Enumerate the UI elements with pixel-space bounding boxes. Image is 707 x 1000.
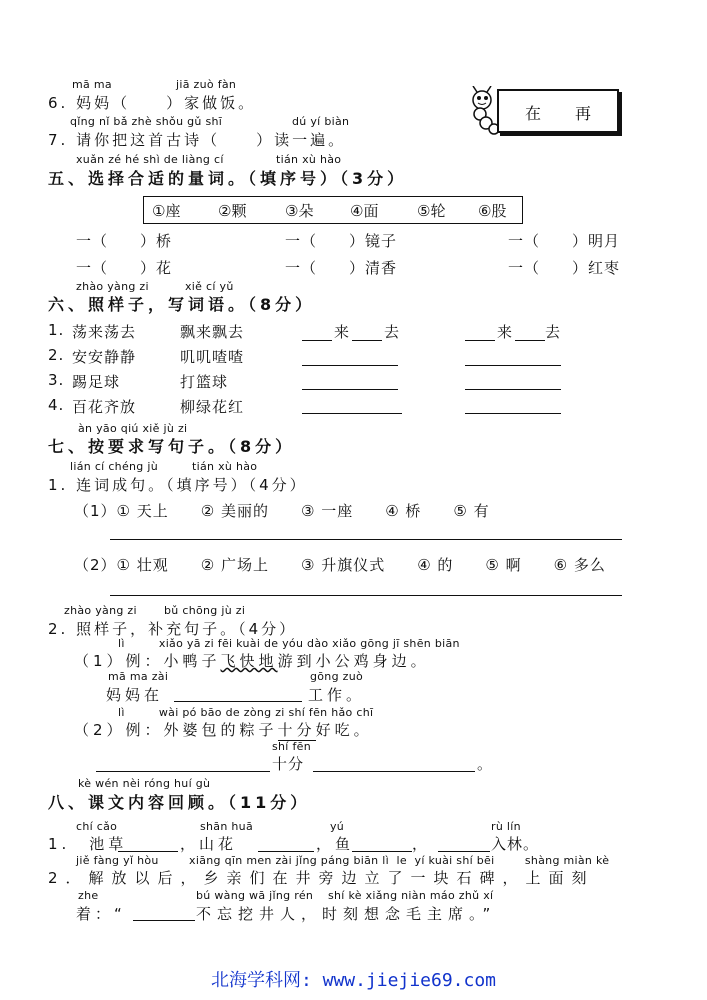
s7-q1-pinyin-b: tián xù hào [192, 460, 258, 473]
s7-ex2b-end: 。 [477, 755, 494, 773]
s7-q1-line2: （2）① 壮观 ② 广场上 ③ 升旗仪式 ④ 的 ⑤ 啊 ⑥ 多么 [74, 556, 606, 574]
s6-item-4-num: 4. [48, 396, 65, 414]
badge-right: 再 [575, 104, 592, 123]
s7-ex1b-b: 工作。 [308, 686, 366, 704]
s7-pinyin: àn yāo qiú xiě jù zi [78, 422, 188, 435]
s7-ex1-wavy: 飞快地 [220, 652, 278, 670]
s8-q1-py-1: chí cǎo [76, 820, 118, 833]
s5-r2-c2: 一（ ）清香 [285, 259, 398, 277]
s7-ex2b-mid: 十分 [272, 755, 305, 773]
s7-ex2-pinyin: lì wài pó bāo de zòng zi shí fēn hǎo chī [118, 706, 374, 719]
s8-title: 八、课文内容回顾。（11分） [48, 793, 311, 812]
q6-line: 6. 妈妈（ ）家做饭。 [48, 94, 257, 112]
q7-pinyin-b: dú yí biàn [292, 115, 350, 128]
s6-item-2-num: 2. [48, 346, 65, 364]
s8-q1-part-1: 1. 池草 [48, 835, 128, 853]
q6-pinyin-a: mā ma [72, 78, 112, 91]
s8-q1-blank-3[interactable] [352, 851, 412, 852]
s6-1-blank-4[interactable] [515, 340, 545, 341]
s8-q2-py1: jiě fàng yǐ hòu xiāng qīn men zài jǐng páng biān lì le yí kuài shí bēi shàng miàn kè [76, 854, 610, 867]
s5-option-1: ①座 [152, 202, 181, 220]
s7-ex1b-blank[interactable] [174, 701, 302, 702]
s7-ex1-pinyin: lì xiǎo yā zi fēi kuài de yóu dào xiǎo gōng jī shēn biān [118, 637, 460, 650]
s6-1-blank-3[interactable] [465, 340, 495, 341]
s6-2-blank-1[interactable] [302, 365, 398, 366]
s6-pinyin-b: xiě cí yǔ [185, 280, 234, 293]
s6-2-blank-2[interactable] [465, 365, 561, 366]
s8-q2-pre: 着：“ [76, 905, 126, 923]
s7-q2-pinyin-a: zhào yàng zi [64, 604, 137, 617]
s8-q1-blank-2[interactable] [258, 851, 314, 852]
s6-1-blank-1[interactable] [302, 340, 332, 341]
s8-q1-part-4: ， [412, 835, 432, 853]
s7-q1-answer-2[interactable] [110, 595, 622, 596]
s7-ex1b-pinyin-b: gōng zuò [310, 670, 364, 683]
s5-option-4: ④面 [350, 202, 379, 220]
q7-line: 7. 请你把这首古诗（ ）读一遍。 [48, 131, 347, 149]
q6-pinyin-b: jiā zuò fàn [176, 78, 237, 91]
s8-q2-line1: 2．解放以后，乡亲们在井旁边立了一块石碑，上面刻 [48, 869, 595, 887]
s6-title: 六、照样子，写词语。（8分） [48, 295, 316, 314]
s7-ex1-post: 游到小公鸡身边。 [277, 652, 430, 670]
s5-options-box [143, 196, 523, 224]
s7-ex2b-pinyin: shí fēn [272, 740, 311, 753]
s6-1-blank-2[interactable] [352, 340, 382, 341]
s5-title: 五、选择合适的量词。（填序号）（3分） [48, 169, 408, 188]
s7-ex2-ul: 十分 [277, 721, 316, 739]
s7-title: 七、按要求写句子。（8分） [48, 437, 296, 456]
s7-q2-pinyin-b: bǔ chōng jù zi [164, 604, 246, 617]
s6-item-4-b: 柳绿花红 [180, 398, 245, 416]
s5-option-2: ②颗 [218, 202, 247, 220]
word-choice-badge [497, 89, 619, 133]
s8-pinyin: kè wén nèi róng huí gù [78, 777, 211, 790]
footer-site[interactable]: 北海学科网: www.jiejie69.com [210, 970, 497, 991]
s5-pinyin-b: tián xù hào [276, 153, 342, 166]
s5-r2-c3: 一（ ）红枣 [508, 259, 621, 277]
s6-3-blank-2[interactable] [465, 389, 561, 390]
s5-r1-c2: 一（ ）镜子 [285, 232, 398, 250]
s7-ex2-line [74, 719, 373, 740]
s7-q1-pinyin-a: lián cí chéng jù [70, 460, 158, 473]
s7-ex2-pre: （2）例：外婆包的粽子 [74, 721, 278, 739]
s7-q1-line1: （1）① 天上 ② 美丽的 ③ 一座 ④ 桥 ⑤ 有 [74, 502, 490, 520]
s5-option-3: ③朵 [285, 202, 314, 220]
s8-q2-blank[interactable] [133, 920, 195, 921]
s6-item-3-b: 打篮球 [180, 373, 229, 391]
s8-q2-post: 不忘挖井人，时刻想念毛主席。” [196, 905, 497, 923]
s6-3-blank-1[interactable] [302, 389, 398, 390]
q7-pinyin-a: qǐng nǐ bǎ zhè shǒu gǔ shī [70, 115, 223, 128]
s8-q1-part-2: ，山花 [180, 835, 238, 853]
s8-q1-py-3: yú [330, 820, 345, 833]
s6-item-1-num: 1. [48, 321, 65, 339]
s8-q2-py2b: bú wàng wā jǐng rén [196, 889, 314, 902]
s6-item-1-a: 荡来荡去 [72, 323, 137, 341]
s6-1-lai-2: 来 [497, 323, 514, 341]
s6-4-blank-1[interactable] [302, 413, 402, 414]
s8-q1-py-2: shān huā [200, 820, 253, 833]
s7-q1-answer-1[interactable] [110, 539, 622, 540]
s6-item-3-a: 踢足球 [72, 373, 121, 391]
s8-q1-part-3: ，鱼 [316, 835, 355, 853]
s6-1-lai: 来 [334, 323, 351, 341]
s5-r2-c1: 一（ ）花 [76, 259, 173, 277]
s6-item-2-b: 叽叽喳喳 [180, 348, 245, 366]
s5-option-6: ⑥股 [478, 202, 507, 220]
s7-ex2b-blank-1[interactable] [96, 771, 270, 772]
s8-q1-py-4: rù lín [491, 820, 521, 833]
s6-1-qu-2: 去 [545, 323, 562, 341]
badge-left: 在 [525, 104, 542, 123]
s5-option-5: ⑤轮 [417, 202, 446, 220]
s6-1-qu: 去 [384, 323, 401, 341]
s7-q2-title: 2. 照样子，补充句子。（4分） [48, 620, 298, 638]
s6-pinyin-a: zhào yàng zi [76, 280, 149, 293]
s6-item-4-a: 百花齐放 [72, 398, 137, 416]
s5-r1-c1: 一（ ）桥 [76, 232, 173, 250]
s8-q1-blank-1[interactable] [118, 851, 178, 852]
s6-item-1-b: 飘来飘去 [180, 323, 245, 341]
s8-q2-py2a: zhe [78, 889, 99, 902]
s7-q1-title: 1. 连词成句。（填序号）（4分） [48, 476, 308, 494]
s7-ex2b-blank-2[interactable] [313, 771, 475, 772]
s8-q1-blank-4[interactable] [438, 851, 490, 852]
s5-pinyin-a: xuǎn zé hé shì de liàng cí [76, 153, 224, 166]
s7-ex2-post: 好吃。 [315, 721, 373, 739]
s7-ex1-line [74, 650, 430, 671]
s8-q1-part-5: 入林。 [491, 835, 540, 853]
s6-4-blank-2[interactable] [465, 413, 561, 414]
s6-item-3-num: 3. [48, 371, 65, 389]
s6-item-2-a: 安安静静 [72, 348, 137, 366]
s7-ex1b-a: 妈妈在 [106, 686, 164, 704]
s7-ex1-pre: （1）例：小鸭子 [74, 652, 221, 670]
s7-ex1b-pinyin-a: mā ma zài [108, 670, 169, 683]
s5-r1-c3: 一（ ）明月 [508, 232, 621, 250]
s8-q2-py2c: shí kè xiǎng niàn máo zhǔ xí [328, 889, 494, 902]
